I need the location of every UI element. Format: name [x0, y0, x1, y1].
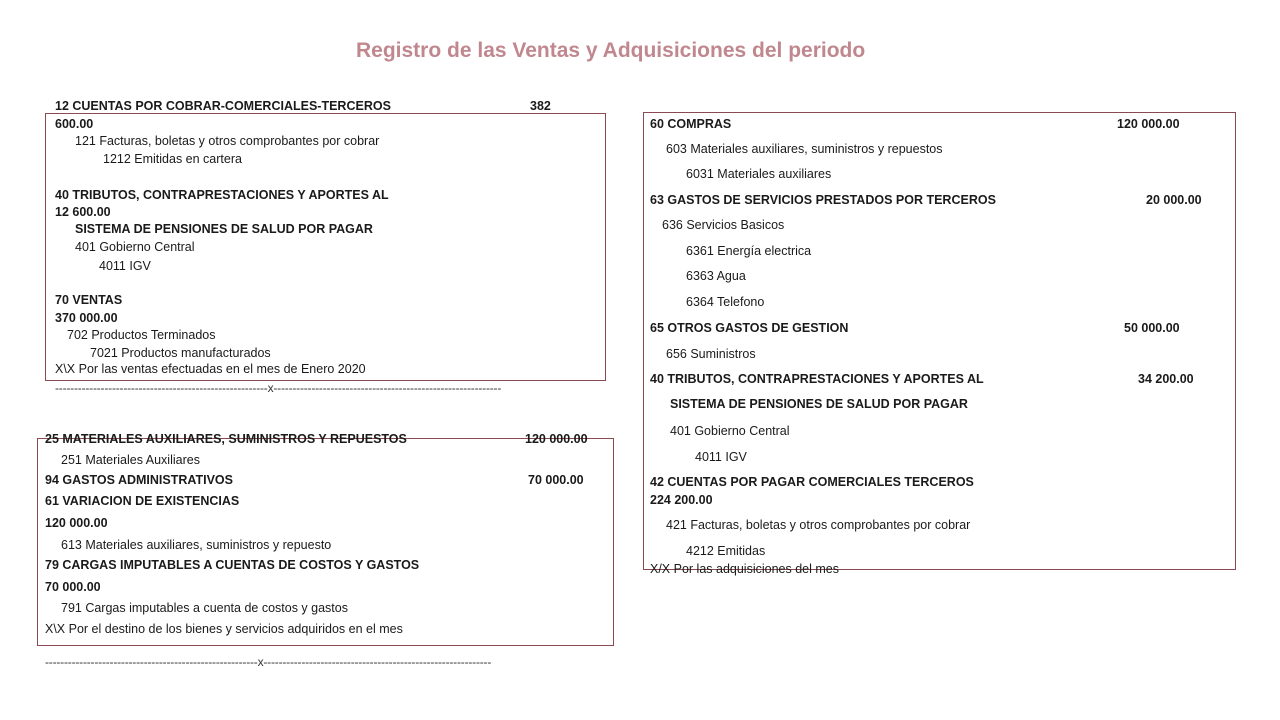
compras-line-1-amount: 120 000.00 [1117, 117, 1180, 131]
ventas-line-8: 401 Gobierno Central [75, 240, 195, 254]
compras-line-9: 65 OTROS GASTOS DE GESTION [650, 321, 849, 335]
ventas-line-2: 600.00 [55, 117, 94, 131]
compras-line-5: 636 Servicios Basicos [662, 218, 785, 232]
materiales-line-8: 70 000.00 [45, 580, 101, 594]
compras-line-18: 4212 Emitidas [686, 544, 766, 558]
materiales-line-10: X\X Por el destino de los bienes y servicios adquiridos en el mes [45, 622, 403, 636]
compras-line-11: 40 TRIBUTOS, CONTRAPRESTACIONES Y APORTES AL [650, 372, 984, 386]
materiales-line-7: 79 CARGAS IMPUTABLES A CUENTAS DE COSTOS Y GASTOS [45, 558, 420, 572]
ventas-line-1-amount: 382 [530, 99, 551, 113]
compras-line-2: 603 Materiales auxiliares, suministros y repuestos [666, 142, 943, 156]
ventas-line-13: 7021 Productos manufacturados [90, 346, 271, 360]
compras-line-8: 6364 Telefono [686, 295, 765, 309]
ventas-line-14: X\X Por las ventas efectuadas en el mes de Enero 2020 [55, 362, 366, 376]
materiales-line-4: 61 VARIACION DE EXISTENCIAS [45, 494, 240, 508]
compras-line-9-amount: 50 000.00 [1124, 321, 1180, 335]
ventas-line-4: 1212 Emitidas en cartera [103, 152, 242, 166]
compras-line-13: 401 Gobierno Central [670, 424, 790, 438]
compras-line-3: 6031 Materiales auxiliares [686, 167, 832, 181]
compras-line-6: 6361 Energía electrica [686, 244, 812, 258]
compras-line-15: 42 CUENTAS POR PAGAR COMERCIALES TERCEROS [650, 475, 974, 489]
materiales-line-3: 94 GASTOS ADMINISTRATIVOS [45, 473, 233, 487]
compras-line-4: 63 GASTOS DE SERVICIOS PRESTADOS POR TERCEROS [650, 193, 996, 207]
materiales-line-2: 251 Materiales Auxiliares [61, 453, 200, 467]
ventas-line-3: 121 Facturas, boletas y otros comprobantes por cobrar [75, 134, 380, 148]
ventas-separator: --------------------------------------------------------x------------------------------------------------------------ [55, 381, 502, 395]
ventas-line-10: 70 VENTAS [55, 293, 123, 307]
compras-line-11-amount: 34 200.00 [1138, 372, 1194, 386]
ventas-line-11: 370 000.00 [55, 311, 118, 325]
ventas-line-9: 4011 IGV [99, 259, 151, 273]
materiales-line-1-amount: 120 000.00 [525, 432, 588, 446]
ventas-line-1: 12 CUENTAS POR COBRAR-COMERCIALES-TERCEROS [55, 99, 391, 113]
page-title: Registro de las Ventas y Adquisiciones del periodo [356, 39, 866, 62]
materiales-separator: --------------------------------------------------------x------------------------------------------------------------ [45, 655, 492, 669]
materiales-line-5: 120 000.00 [45, 516, 108, 530]
materiales-line-1: 25 MATERIALES AUXILIARES, SUMINISTROS Y REPUESTOS [45, 432, 407, 446]
compras-line-19: X/X Por las adquisiciones del mes [650, 562, 839, 576]
compras-line-17: 421 Facturas, boletas y otros comprobantes por cobrar [666, 518, 971, 532]
compras-line-14: 4011 IGV [695, 450, 747, 464]
compras-line-7: 6363 Agua [686, 269, 746, 283]
compras-line-16: 224 200.00 [650, 493, 713, 507]
compras-line-10: 656 Suministros [666, 347, 756, 361]
compras-line-1: 60 COMPRAS [650, 117, 732, 131]
materiales-line-6: 613 Materiales auxiliares, suministros y repuesto [61, 538, 332, 552]
ventas-line-6: 12 600.00 [55, 205, 111, 219]
materiales-line-9: 791 Cargas imputables a cuenta de costos y gastos [61, 601, 348, 615]
compras-line-4-amount: 20 000.00 [1146, 193, 1202, 207]
ventas-line-12: 702 Productos Terminados [67, 328, 216, 342]
ventas-line-5: 40 TRIBUTOS, CONTRAPRESTACIONES Y APORTES AL [55, 188, 389, 202]
compras-line-12: SISTEMA DE PENSIONES DE SALUD POR PAGAR [670, 397, 968, 411]
materiales-line-3-amount: 70 000.00 [528, 473, 584, 487]
ventas-line-7: SISTEMA DE PENSIONES DE SALUD POR PAGAR [75, 222, 373, 236]
